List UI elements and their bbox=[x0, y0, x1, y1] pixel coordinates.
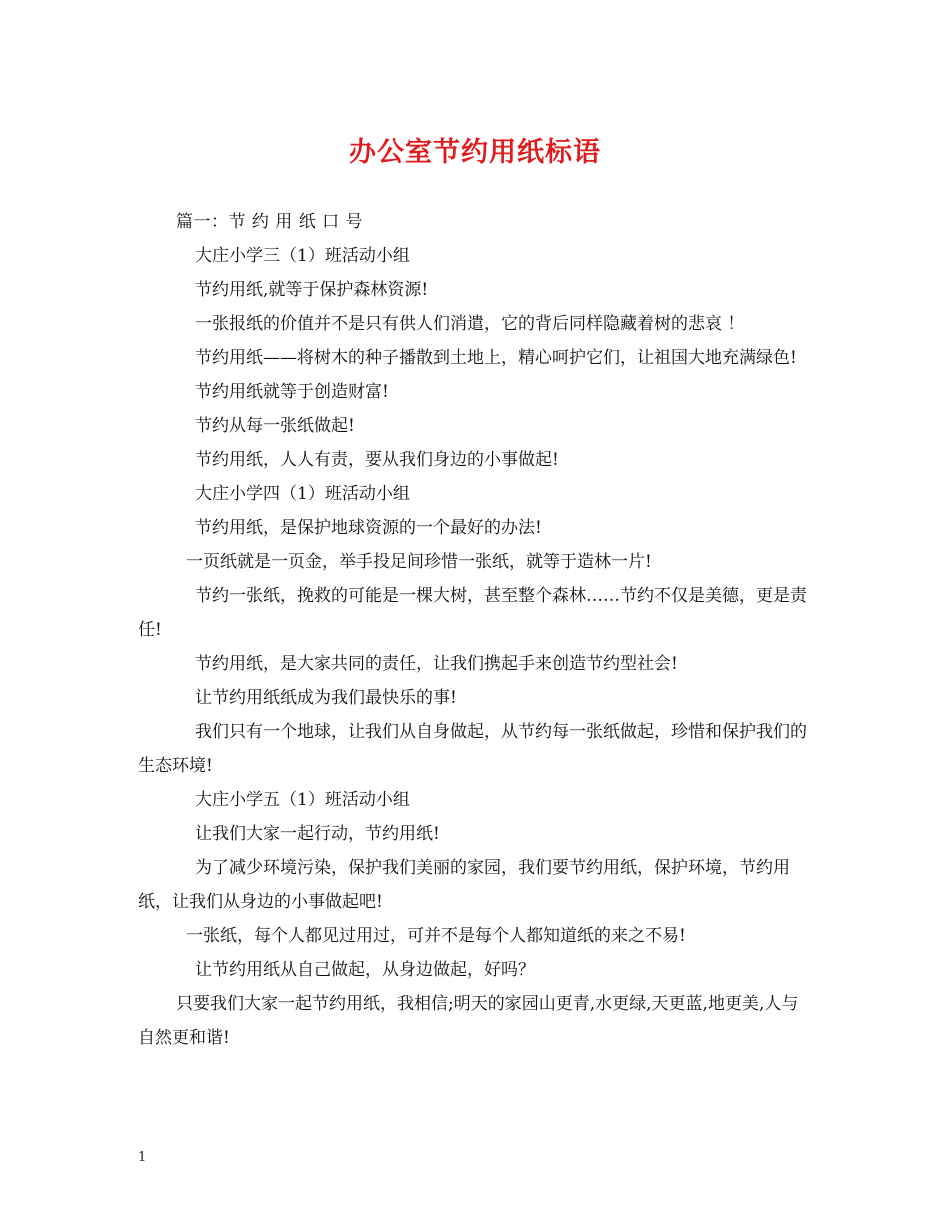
document-body bbox=[138, 205, 814, 1055]
paragraph: 节约一张纸，挽救的可能是一棵大树，甚至整个森林……节约不仅是美德，更是责任! bbox=[138, 586, 807, 640]
paragraph: 节约用纸，是大家共同的责任，让我们携起手来创造节约型社会! bbox=[195, 654, 678, 674]
section-heading: 篇一：节 约 用 纸 口 号 bbox=[176, 212, 364, 232]
paragraph: 我们只有一个地球，让我们从自身做起，从节约每一张纸做起，珍惜和保护我们的生态环境! bbox=[138, 722, 807, 776]
paragraph: 节约用纸就等于创造财富! bbox=[195, 382, 389, 402]
paragraph: 让节约用纸从自己做起，从身边做起，好吗？ bbox=[195, 960, 535, 980]
paragraph: 让节约用纸纸成为我们最快乐的事! bbox=[195, 688, 457, 708]
paragraph: 大庄小学三（1）班活动小组 bbox=[195, 246, 410, 266]
paragraph: 一张报纸的价值并不是只有供人们消遣，它的背后同样隐藏着树的悲哀 ！ bbox=[195, 314, 745, 334]
paragraph: 一页纸就是一页金，举手投足间珍惜一张纸，就等于造林一片! bbox=[186, 552, 652, 572]
page-number: 1 bbox=[138, 1150, 147, 1165]
paragraph: 节约用纸，是保护地球资源的一个最好的办法! bbox=[195, 518, 542, 538]
paragraph: 一张纸，每个人都见过用过，可并不是每个人都知道纸的来之不易! bbox=[186, 926, 686, 946]
paragraph: 节约用纸——将树木的种子播散到土地上，精心呵护它们，让祖国大地充满绿色! bbox=[195, 348, 797, 368]
paragraph: 节约用纸，人人有责，要从我们身边的小事做起! bbox=[195, 450, 559, 470]
paragraph: 只要我们大家一起节约用纸，我相信;明天的家园山更青,水更绿,天更蓝,地更美,人与自然更和谐! bbox=[138, 994, 799, 1048]
paragraph: 大庄小学五（1）班活动小组 bbox=[195, 790, 410, 810]
paragraph: 大庄小学四（1）班活动小组 bbox=[195, 484, 410, 504]
paragraph: 让我们大家一起行动，节约用纸! bbox=[195, 824, 440, 844]
paragraph: 为了减少环境污染，保护我们美丽的家园，我们要节约用纸，保护环境，节约用纸，让我们从身边的小事做起吧! bbox=[138, 858, 790, 912]
paragraph: 节约用纸,就等于保护森林资源! bbox=[195, 280, 429, 300]
document-title: 办公室节约用纸标语 bbox=[349, 137, 601, 168]
paragraph: 节约从每一张纸做起! bbox=[195, 416, 355, 436]
